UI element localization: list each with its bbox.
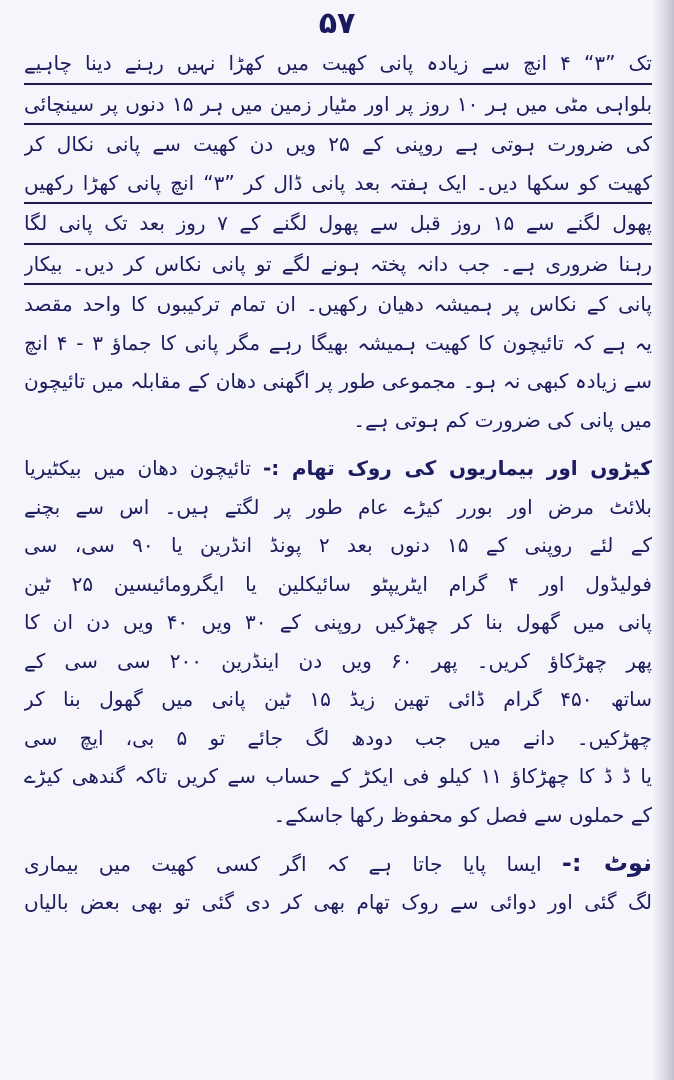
text-line-1: تک ”۳“ ۴ انچ سے زیادہ پانی کھیت میں کھڑا نہیں رہنے دینا چاہیے [24, 44, 652, 85]
text-line-2: بلواہی مٹی میں ہر ۱۰ روز پر اور مٹیار زمین میں ہر ۱۵ دنوں پر سینچائی [24, 85, 652, 126]
text-line-8: یہ ہے کہ تائیچون کا کھیت ہمیشہ بھیگا رہے مگر پانی کا جماؤ ۳ - ۴ انچ [24, 330, 652, 355]
text-line-7: پانی کے نکاس پر ہمیشہ دھیان رکھیں۔ ان تمام ترکیبوں کا واحد مقصد [24, 292, 652, 316]
text-line-17: ساتھ ۴۵۰ گرام ڈائی تھین زیڈ ۱۵ ٹین پانی میں گھول بنا کر [24, 687, 652, 711]
page-number: ۵۷ [318, 6, 356, 41]
text-line-12: بلائٹ مرض اور بورر کیڑے عام طور پر لگتے ہیں۔ اس سے بچنے [24, 494, 652, 519]
note-text: ایسا پایا جاتا ہے کہ اگر کسی کھیت میں بیماری [24, 852, 542, 876]
note-label: نوٹ :- [561, 849, 652, 877]
book-binding-shadow [652, 0, 674, 1080]
text-line-15: پانی میں گھول بنا کر چھڑکیں روپنی کے ۳۰ ویں ۴۰ ویں دن ان کا [24, 610, 652, 634]
text-line-19: یا ڈ ڈ کا چھڑکاؤ ۱۱ کیلو فی ایکڑ کے حساب سے کریں تاکہ گندھی کیڑے [24, 764, 652, 788]
section-heading-continuation: تائیچون دھان میں بیکٹیریا [24, 456, 251, 480]
text-line-16: پھر چھڑکاؤ کریں۔ پھر ۶۰ ویں دن اینڈرین ۲۰۰ سی سی کے [24, 648, 652, 673]
text-line-3: کی ضرورت ہوتی ہے روپنی کے ۲۵ ویں دن کھیت سے پانی نکال کر [24, 132, 652, 156]
paragraph-gap [24, 439, 652, 449]
paragraph-gap [24, 834, 652, 844]
text-line-5: پھول لگنے سے ۱۵ روز قبل سے پھول لگنے کے ۷ روز بعد تک پانی لگا [24, 204, 652, 245]
section-heading: کیڑوں اور بیماریوں کی روک تھام :- [262, 456, 652, 480]
urdu-text-block [24, 44, 652, 921]
text-line-20: کے حملوں سے فصل کو محفوظ رکھا جاسکے۔ [273, 802, 652, 827]
text-line-10: میں پانی کی ضرورت کم ہوتی ہے۔ [353, 407, 652, 432]
text-line-14: فولیڈول اور ۴ گرام ایٹریپٹو سائیکلین یا ایگرومائیسین ۲۵ ٹین [24, 571, 652, 596]
text-line-13: کے لئے روپنی کے ۱۵ دنوں بعد ۲ پونڈ انڈرین یا ۹۰ سی، سی [24, 533, 652, 557]
text-line-4: کھیت کو سکھا دیں۔ ایک ہفتہ بعد پانی ڈال کر ”۳“ انچ پانی کھڑا رکھیں [24, 164, 652, 205]
text-line-9: سے زیادہ کبھی نہ ہو۔ مجموعی طور پر اگھنی دھان کے مقابلہ میں تائیچون [24, 369, 652, 393]
text-line-18: چھڑکیں۔ دانے میں جب دودھ لگ جائے تو ۵ بی، ایچ سی [24, 725, 652, 750]
note-line [24, 844, 652, 883]
note-line-2: لگ گئی اور دوائی سے روک تھام بھی کر دی گئی تو بھی بعض بالیاں [24, 889, 652, 914]
section-heading-line [24, 449, 652, 488]
text-line-6: رہنا ضروری ہے۔ جب دانہ پختہ ہونے لگے تو پانی نکاس کر دیں۔ بیکار [24, 245, 652, 286]
